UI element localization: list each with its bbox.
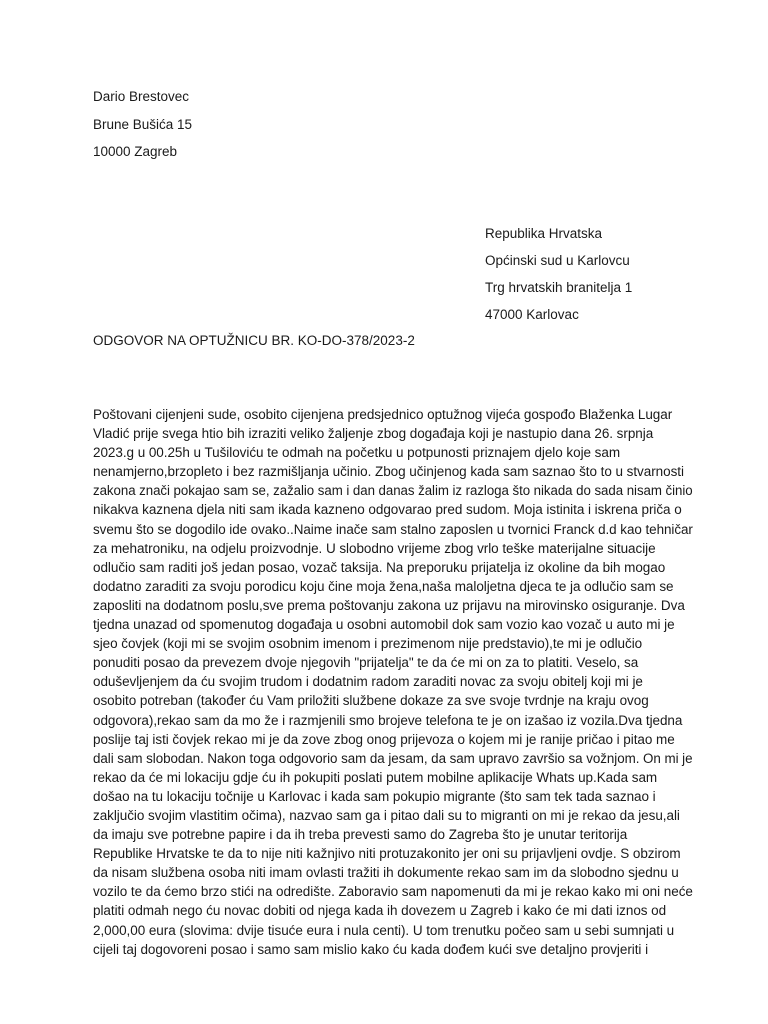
body-line: vozilo te da ćemo brzo stići na odredište. Zaboravio sam napomenuti da mi je rekao kako mi oni neće — [93, 884, 693, 900]
body-line: 2,000,00 eura (slovima: dvije tisuće eura i nula centi). U tom trenutku počeo sam u sebi sumnjati u — [93, 922, 675, 938]
body-line: tjedna unazad od spomenutog događaja u osobni automobil dok sam vozio kao vozač u auto mi je — [93, 617, 675, 633]
recipient-country: Republika Hrvatska — [485, 226, 603, 241]
body-line: došao na tu lokaciju točnije u Karlovac i kada sam pokupio migrante (što sam tek tada saznao i — [93, 788, 656, 804]
body-line: svemu što se dogodilo ide ovako..Naime inače sam stalno zaposlen u tvornici Franck d.d kao tehničar — [93, 521, 693, 537]
body-line: ponuditi posao da prevezem dvoje njegovih "prijatelja" te da će mi on za to platiti. Veselo, sa — [93, 655, 639, 671]
body-line: dali sam slobodan. Nakon toga odgovorio sam da jesam, da sam upravo završio sa vožnjom. On mi je — [93, 750, 693, 766]
body-line: zaključio svojim vlastitim očima), nazvao sam ga i pitao dali su to migranti on mi je rekao da jesu,ali — [93, 807, 680, 823]
body-line: nenamjerno,brzopleto i bez razmišljanja učinio. Zbog učinjenog kada sam saznao što to u stvarnosti — [93, 464, 684, 480]
body-line: za mehatroniku, na odjelu proizvodnje. U slobodno vrijeme zbog vrlo teške materijalne situacije — [93, 540, 656, 556]
sender-street: Brune Bušića 15 — [93, 117, 193, 132]
body-line: 2023.g u 00.25h u Tušiloviću te odmah na početku u potpunosti priznajem djelo koje sam — [93, 445, 621, 461]
body-text — [93, 405, 693, 959]
body-line: dodatno zaraditi za svoju porodicu koju čine moja žena,naša maloljetna djeca te ja odlučio sam se — [93, 578, 674, 594]
document-title: ODGOVOR NA OPTUŽNICU BR. KO-DO-378/2023-2 — [93, 333, 415, 348]
body-line: osobito potreban (također ću Vam priložiti službene dokaze za sve svoje tvrdnje na kraju ovog — [93, 693, 649, 709]
body-line: Vladić prije svega htio bih izraziti veliko žaljenje zbog događaja koji je nastupio dana 26. srpnja — [93, 426, 654, 442]
body-line: nikakva kaznena djela niti sam ikada kazneno odgovarao pred sudom. Moja istinita i iskrena priča o — [93, 502, 682, 518]
recipient-court: Općinski sud u Karlovcu — [485, 253, 630, 268]
body-line: cijeli taj dogovoreni posao i samo sam mislio kako ću kada dođem kući sve detaljno provjeriti i — [93, 941, 649, 957]
body-line: Poštovani cijenjeni sude, osobito cijenjena predsjednico optužnog vijeća gospođo Blaženka Lugar — [93, 407, 673, 422]
body-line: da nisam službena osoba niti imam ovlasti tražiti ih dokumente rekao sam im da slobodno sjednu u — [93, 865, 679, 881]
body-line: rekao da će mi lokaciju gdje ću ih pokupiti poslati putem mobilne aplikacije Whats up.Kada sam — [93, 769, 658, 785]
body-line: sjeo čovjek (koji mi se svojim osobnim imenom i prezimenom nije predstavio),te mi je odlučio — [93, 636, 643, 652]
body-line: oduševljenjem da ću svojim trudom i dodatnim radom zaraditi novac za svoju obitelj koji mi je — [93, 674, 643, 690]
body-line: da imaju sve potrebne papire i da ih treba prevesti samo do Zagreba što je unutar teritorija — [93, 827, 628, 843]
body-line: platiti odmah nego ću novac dobiti od njega kada ih dovezem u Zagreb i kako će mi dati iznos od — [93, 903, 667, 919]
body-line: zakona znači pokajao sam se, zažalio sam i dan danas žalim iz razloga što nikada do sada nisam činio — [93, 483, 693, 499]
body-line: odgovora),rekao sam da mo že i razmjenili smo brojeve telefona te je on izašao iz vozila.Dva tjedna — [93, 712, 683, 728]
body-line: poslije taj isti čovjek rekao mi je da zove zbog onog prijevoza o kojem mi je ranije pričao i pitao me — [93, 731, 675, 747]
body-line: zaposliti na dodatnom poslu,sve prema poštovanju zakona uz prijavu na mirovinsko osiguranje. Dva — [93, 597, 685, 613]
recipient-city: 47000 Karlovac — [485, 307, 579, 322]
sender-city: 10000 Zagreb — [93, 144, 178, 159]
sender-name: Dario Brestovec — [93, 89, 190, 104]
body-line: odlučio sam raditi još jedan posao, vozač taksija. Na preporuku prijatelja iz okoline da bih mogao — [93, 559, 666, 575]
recipient-street: Trg hrvatskih branitelja 1 — [485, 280, 633, 295]
body-line: Republike Hrvatske te da to nije niti kažnjivo niti protuzakonito jer oni su prijavljeni ovdje. S obzirom — [93, 846, 681, 862]
